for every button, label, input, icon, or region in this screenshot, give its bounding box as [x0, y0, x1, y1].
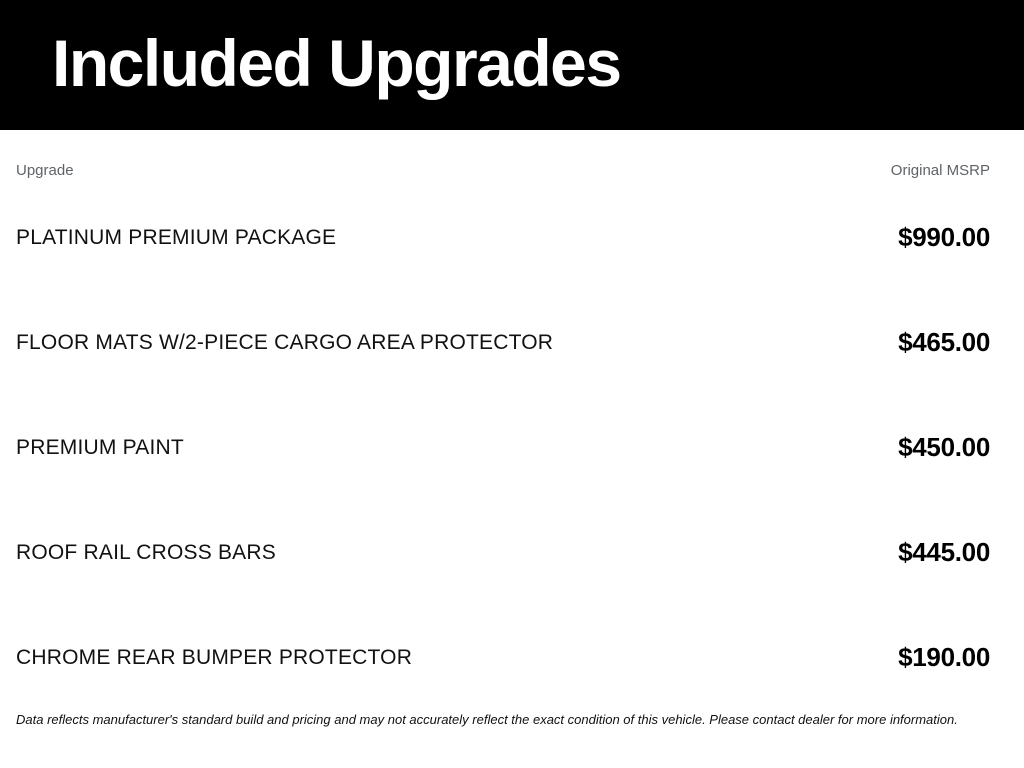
upgrade-price: $190.00: [898, 642, 990, 672]
upgrade-price: $990.00: [898, 222, 990, 252]
upgrade-price: $445.00: [898, 537, 990, 567]
table-body: [16, 185, 990, 710]
upgrade-name: PLATINUM PREMIUM PACKAGE: [16, 225, 337, 249]
upgrade-price: $465.00: [898, 327, 990, 357]
header-banner: [0, 0, 1024, 130]
upgrade-name: PREMIUM PAINT: [16, 435, 184, 459]
disclaimer-text: Data reflects manufacturer's standard build and pricing and may not accurately reflect the exact condition of this vehicle. Please contact dealer for more information.: [16, 712, 958, 727]
table-row: [16, 185, 990, 290]
table-row: [16, 290, 990, 395]
upgrade-price: $450.00: [898, 432, 990, 462]
table-header-row: [16, 130, 990, 180]
table-row: [16, 395, 990, 500]
column-header-upgrade: Upgrade: [16, 162, 74, 179]
page-title: Included Upgrades: [52, 26, 621, 100]
table-row: [16, 500, 990, 605]
table-row: [16, 605, 990, 710]
upgrade-name: FLOOR MATS W/2-PIECE CARGO AREA PROTECTOR: [16, 330, 554, 354]
column-header-msrp: Original MSRP: [890, 162, 990, 179]
upgrades-table: [0, 130, 1024, 728]
upgrade-name: ROOF RAIL CROSS BARS: [16, 540, 276, 564]
upgrade-name: CHROME REAR BUMPER PROTECTOR: [16, 645, 413, 669]
